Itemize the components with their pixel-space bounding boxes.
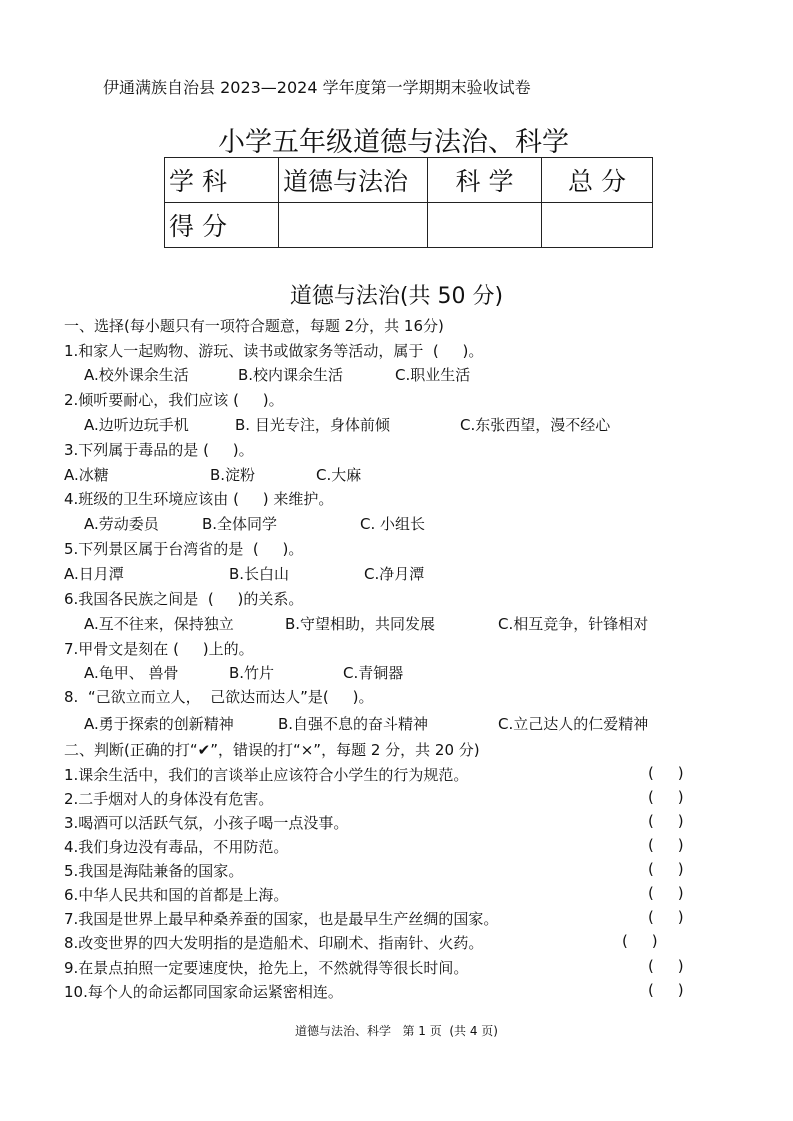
question-3: 3.下列属于毒品的是 ( )。 [64,441,254,459]
judge-item-6: 6.中华人民共和国的首都是上海。 [64,886,289,904]
judge-item-1: 1.课余生活中，我们的言谈举止应该符合小学生的行为规范。 [64,766,469,784]
judge-item-10: 10.每个人的命运都同国家命运紧密相连。 [64,983,343,1001]
judge-item-5: 5.我国是海陆兼备的国家。 [64,862,244,880]
q8-option-b: B.自强不息的奋斗精神 [278,715,429,733]
q4-option-a: A.劳动委员 [84,515,159,533]
judge-answer-8[interactable]: ( ) [622,932,658,950]
q6-option-a: A.互不往来，保持独立 [84,615,234,633]
judge-answer-5[interactable]: ( ) [648,860,684,878]
cell-total-score[interactable] [542,203,653,248]
question-7: 7.甲骨文是刻在 ( )上的。 [64,640,254,658]
section-title: 道德与法治(共 50 分) [289,284,504,309]
q2-option-a: A.边听边玩手机 [84,416,189,434]
q6-option-c: C.相互竞争，针锋相对 [498,615,649,633]
q1-option-c: C.职业生活 [395,366,471,384]
q6-option-b: B.守望相助，共同发展 [285,615,436,633]
cell-score-label: 得 分 [165,203,279,248]
cell-science: 科 学 [428,158,542,203]
exam-title: 小学五年级道德与法治、科学 [218,127,569,158]
judge-answer-4[interactable]: ( ) [648,836,684,854]
q1-option-a: A.校外课余生活 [84,366,189,384]
judge-answer-3[interactable]: ( ) [648,812,684,830]
q8-option-c: C.立己达人的仁爱精神 [498,715,649,733]
score-table-row-score [165,203,653,248]
question-5: 5.下列景区属于台湾省的是 ( )。 [64,540,304,558]
question-2: 2.倾听要耐心，我们应该 ( )。 [64,391,284,409]
judge-answer-6[interactable]: ( ) [648,884,684,902]
cell-morality-law: 道德与法治 [279,158,428,203]
score-table [164,157,653,248]
q3-option-b: B.淀粉 [210,466,256,484]
question-4: 4.班级的卫生环境应该由 ( ) 来维护。 [64,490,334,508]
q8-option-a: A.勇于探索的创新精神 [84,715,234,733]
q5-option-c: C.净月潭 [364,565,425,583]
q7-option-a: A.龟甲、 兽骨 [84,664,179,682]
q4-option-c: C. 小组长 [360,515,426,533]
cell-morality-score[interactable] [279,203,428,248]
exam-header: 伊通满族自治县 2023—2024 学年度第一学期期末验收试卷 [103,78,531,97]
q5-option-a: A.日月潭 [64,565,124,583]
question-6: 6.我国各民族之间是 ( )的关系。 [64,590,304,608]
judge-answer-1[interactable]: ( ) [648,764,684,782]
judge-answer-2[interactable]: ( ) [648,788,684,806]
q4-option-b: B.全体同学 [202,515,278,533]
page-footer: 道德与法治、科学 第 1 页 (共 4 页) [295,1024,498,1038]
q2-option-c: C.东张西望，漫不经心 [460,416,611,434]
q7-option-c: C.青铜器 [343,664,404,682]
question-8: 8. “己欲立而立人， 己欲达而达人”是( )。 [64,688,374,706]
q3-option-a: A.冰糖 [64,466,109,484]
judge-answer-7[interactable]: ( ) [648,908,684,926]
score-table-row-subject [165,158,653,203]
part2-heading: 二、判断(正确的打“✔”，错误的打“×”，每题 2 分，共 20 分) [64,741,480,759]
judge-item-3: 3.喝酒可以活跃气氛，小孩子喝一点没事。 [64,814,349,832]
q1-option-b: B.校内课余生活 [238,366,344,384]
judge-item-9: 9.在景点拍照一定要速度快，抢先上，不然就得等很长时间。 [64,959,469,977]
judge-item-4: 4.我们身边没有毒品，不用防范。 [64,838,289,856]
cell-total: 总 分 [542,158,653,203]
judge-answer-9[interactable]: ( ) [648,957,684,975]
judge-item-2: 2.二手烟对人的身体没有危害。 [64,790,274,808]
part1-heading: 一、选择(每小题只有一项符合题意，每题 2分，共 16分) [64,317,444,335]
question-1: 1.和家人一起购物、游玩、读书或做家务等活动，属于 ( )。 [64,342,484,360]
q5-option-b: B.长白山 [229,565,290,583]
q2-option-b: B. 目光专注，身体前倾 [235,416,390,434]
judge-item-8: 8.改变世界的四大发明指的是造船术、印刷术、指南针、火药。 [64,934,484,952]
q3-option-c: C.大麻 [316,466,362,484]
q7-option-b: B.竹片 [229,664,275,682]
judge-item-7: 7.我国是世界上最早种桑养蚕的国家，也是最早生产丝绸的国家。 [64,910,499,928]
cell-subject-label: 学 科 [165,158,279,203]
judge-answer-10[interactable]: ( ) [648,981,684,999]
cell-science-score[interactable] [428,203,542,248]
